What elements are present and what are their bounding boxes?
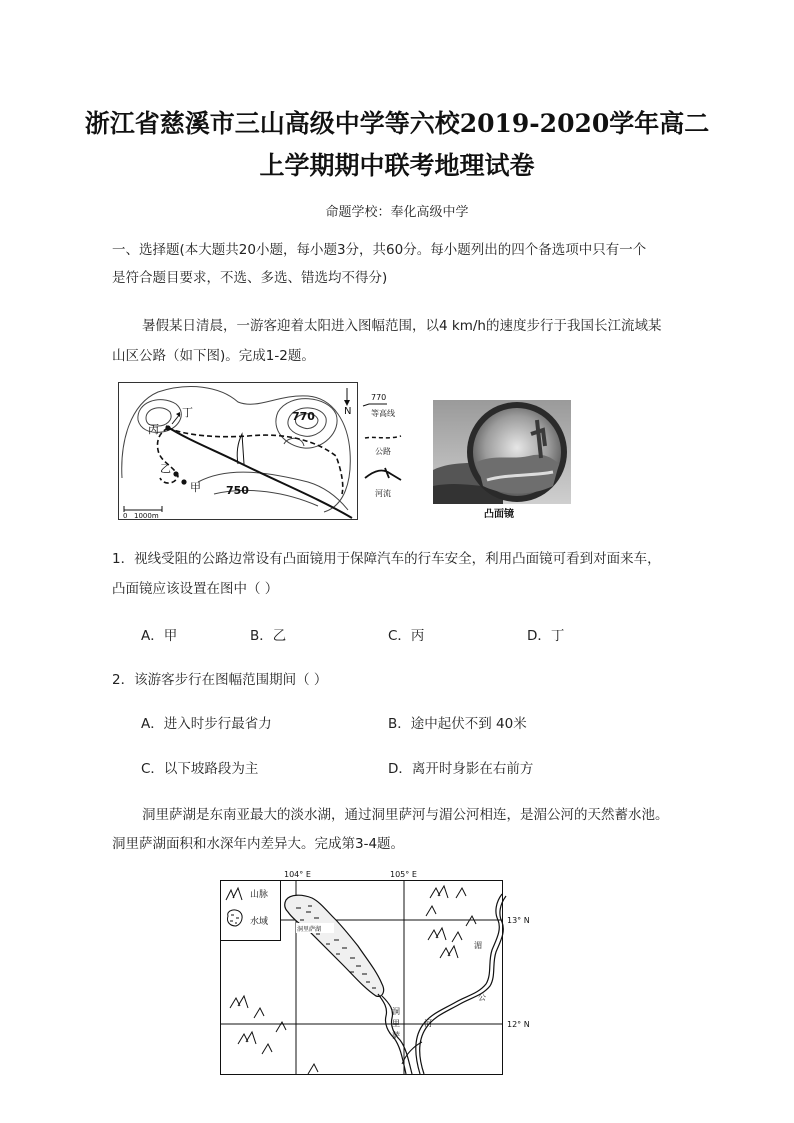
passage-2-line-1: 洞里萨湖是东南亚最大的淡水湖，通过洞里萨河与湄公河相连，是湄公河的天然蓄水池。	[142, 807, 669, 823]
setter-school: 命题学校：奉化高级中学	[325, 205, 469, 220]
longitude-104-label: 104° E	[284, 870, 311, 879]
q2-option-d: D．离开时身影在右前方	[388, 761, 534, 777]
mekong-char-1: 湄	[474, 941, 482, 950]
point-yi-label: 乙	[160, 462, 171, 475]
legend-river-symbol	[365, 468, 401, 480]
contour-label-750: 750	[226, 484, 249, 497]
north-label: N	[344, 406, 352, 417]
latitude-13-label: 13° N	[507, 916, 530, 925]
longitude-105-label: 105° E	[390, 870, 417, 879]
q1-option-b: B．乙	[250, 628, 287, 644]
q1-option-d: D．丁	[527, 628, 565, 644]
river-char-1: 洞	[392, 1007, 400, 1016]
point-ding-label: 丁	[182, 406, 193, 419]
photo-caption: 凸面镜	[484, 509, 514, 520]
passage-1-line-1: 暑假某日清晨，一游客迎着太阳进入图幅范围，以4 km/h的速度步行于我国长江流域某	[142, 318, 662, 334]
convex-mirror-photo	[433, 400, 571, 520]
contour-label-770: 770	[292, 410, 315, 423]
q1-option-a: A．甲	[141, 628, 178, 644]
lake-label: 洞里萨湖	[297, 926, 322, 933]
exam-title-line-1: 浙江省慈溪市三山高级中学等六校2019-2020学年高二	[84, 109, 710, 138]
passage-2-line-2: 洞里萨湖面积和水深年内差异大。完成第3-4题。	[112, 836, 405, 852]
legend-contour-value: 770	[371, 393, 387, 402]
exam-title-line-2: 上学期期中联考地理试卷	[259, 151, 535, 180]
tonle-sap-map-figure	[216, 868, 534, 1078]
point-bing-label: 丙	[148, 423, 159, 436]
scale-end: 1000m	[134, 512, 159, 520]
q1-option-c: C．丙	[388, 628, 425, 644]
legend-contour-label: 等高线	[371, 409, 395, 418]
q1-stem-line-2: 凸面镜应该设置在图中（ ）	[112, 581, 279, 597]
q2-option-a: A．进入时步行最省力	[141, 716, 272, 732]
section-instructions-line-2: 是符合题目要求，不选、多选、错选均不得分)	[112, 270, 388, 286]
legend-road-symbol	[365, 436, 401, 438]
legend-mountain-label: 山脉	[250, 890, 269, 900]
contour-map-legend	[361, 382, 431, 520]
q2-stem: 2．该游客步行在图幅范围期间（ ）	[112, 672, 328, 688]
legend-road-label: 公路	[375, 447, 391, 456]
passage-1-line-2: 山区公路（如下图)。完成1-2题。	[112, 348, 315, 364]
q2-option-c: C．以下坡路段为主	[141, 761, 259, 777]
mekong-char-2: 公	[478, 993, 486, 1002]
contour-map-figure	[118, 382, 358, 520]
point-jia-label: 甲	[190, 481, 201, 494]
legend-river-label: 河流	[375, 489, 391, 498]
q2-option-b: B．途中起伏不到 40米	[388, 716, 527, 732]
q1-stem-line-1: 1．视线受阻的公路边常设有凸面镜用于保障汽车的行车安全，利用凸面镜可看到对面来车，	[112, 551, 661, 567]
river-char-3: 萨	[392, 1031, 400, 1040]
river-he-label: 河	[424, 1019, 432, 1028]
legend-water-icon	[227, 910, 242, 926]
river-char-2: 里	[392, 1019, 400, 1028]
legend-water-label: 水域	[250, 917, 269, 927]
latitude-12-label: 12° N	[507, 1020, 530, 1029]
section-instructions-line-1: 一、选择题(本大题共20小题，每小题3分，共60分。每小题列出的四个备选项中只有一个	[112, 242, 647, 258]
scale-start: 0	[123, 512, 128, 520]
